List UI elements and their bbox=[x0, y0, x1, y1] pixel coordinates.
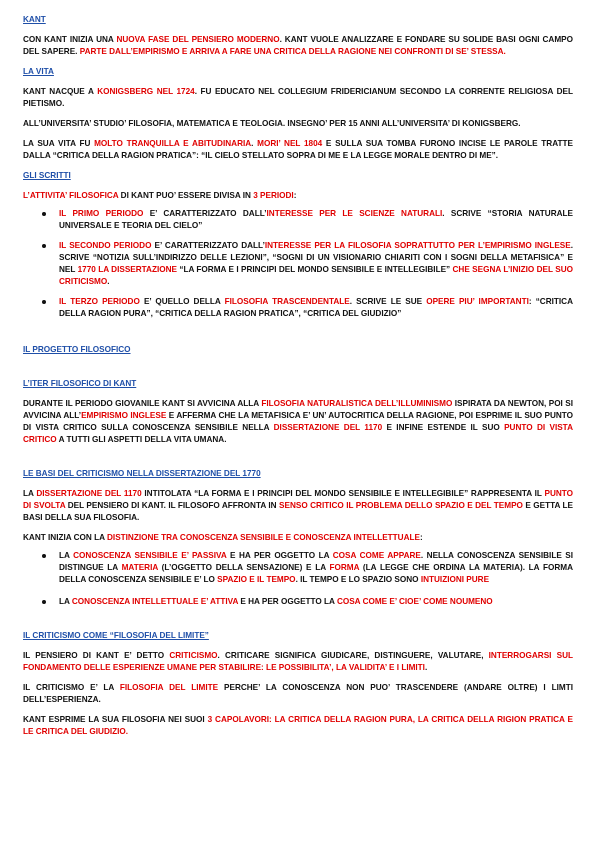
body-text: : bbox=[419, 533, 423, 542]
highlighted-text: INTERROGARSI SUL FONDAMENTO DELLE ESPERIENZE UMANE PER STABILIRE: LE POSSIBILITA’, LA VALIDITA’ E I LIMITI bbox=[23, 651, 573, 672]
highlighted-text: DISTINZIONE TRA CONOSCENZA SENSIBILE E CONOSCENZA INTELLETTUALE bbox=[107, 533, 420, 542]
body-text: . CRITICARE SIGNIFICA GIUDICARE, DISTINGUERE, VALUTARE, bbox=[217, 651, 489, 660]
section-heading-limite: IL CRITICISMO COME “FILOSOFIA DEL LIMITE” bbox=[23, 631, 209, 640]
body-text: LA bbox=[59, 551, 74, 560]
body-text: (LA LEGGE CHE ORDINA LA MATERIA). LA FORMA DELLA CONOSCENZA SENSIBILE E’ LO bbox=[59, 563, 573, 584]
body-text: E HA PER OGGETTO LA bbox=[238, 597, 337, 606]
list-item bbox=[59, 596, 573, 608]
body-text: “LA FORMA E I PRINCIPI DEL MONDO SENSIBILE E INTELLEGIBILE” bbox=[176, 265, 453, 274]
section-heading-kant: KANT bbox=[23, 15, 46, 24]
paragraph bbox=[23, 532, 573, 544]
highlighted-text: FILOSOFIA DEL LIMITE bbox=[119, 683, 219, 692]
highlighted-text: INTERESSE PER LA FILOSOFIA SOPRATTUTTO PER L’EMPIRISMO INGLESE bbox=[264, 241, 571, 250]
body-text: KANT ESPRIME LA SUA FILOSOFIA NEI SUOI bbox=[23, 715, 208, 724]
body-text: DI KANT PUO’ ESSERE DIVISA IN bbox=[118, 191, 254, 200]
body-text: : bbox=[293, 191, 297, 200]
body-text: . bbox=[424, 663, 428, 672]
body-text: . SCRIVE “NOTIZIA SULL’INDIRIZZO DELLE LEZIONI”, “SOGNI DI UN VISIONARIO CHIARITI CON I SOGNI DELLA METAFISICA” E NEL bbox=[59, 241, 574, 274]
body-text: E’ QUELLO DELLA bbox=[139, 297, 225, 306]
highlighted-text: IL PRIMO PERIODO bbox=[59, 209, 144, 218]
body-text: . SCRIVE LE SUE bbox=[349, 297, 427, 306]
body-text: DEL PENSIERO DI KANT. IL FILOSOFO AFFRONTA IN bbox=[65, 501, 280, 510]
document-page bbox=[23, 14, 573, 738]
knowledge-list bbox=[23, 550, 573, 608]
list-item bbox=[59, 550, 573, 586]
paragraph bbox=[23, 118, 573, 130]
body-text: LA SUA VITA FU bbox=[23, 139, 95, 148]
body-text: . SCRIVE “STORIA NATURALE UNIVERSALE E TEORIA DEL CIELO” bbox=[59, 209, 573, 230]
highlighted-text: CONOSCENZA INTELLETTUALE E’ ATTIVA bbox=[71, 597, 239, 606]
highlighted-text: COSA COME APPARE bbox=[332, 551, 421, 560]
body-text: LA bbox=[59, 597, 72, 606]
highlighted-text: IL SECONDO PERIODO bbox=[59, 241, 152, 250]
paragraph bbox=[23, 488, 573, 524]
section-heading-vita: LA VITA bbox=[23, 67, 54, 76]
body-text: KANT NACQUE A bbox=[23, 87, 98, 96]
list-item bbox=[59, 240, 573, 288]
body-text: INTITOLATA “LA FORMA E I PRINCIPI DEL MONDO SENSIBILE E INTELLEGIBILE” RAPPRESENTA IL bbox=[141, 489, 545, 498]
section-heading-iter: L’ITER FILOSOFICO DI KANT bbox=[23, 379, 137, 388]
highlighted-text: NUOVA FASE DEL PENSIERO MODERNO bbox=[116, 35, 280, 44]
body-text: ALL’UNIVERSITA’ STUDIO’ FILOSOFIA, MATEMATICA E TEOLOGIA. INSEGNO’ PER 15 ANNI ALL’UNIVERSITA’ DI KONIGSBERG. bbox=[23, 119, 521, 128]
periods-list bbox=[23, 208, 573, 320]
list-item bbox=[59, 296, 573, 320]
body-text: (L’OGGETTO DELLA SENSAZIONE) E LA bbox=[157, 563, 330, 572]
highlighted-text: DISSERTAZIONE DEL 1170 bbox=[273, 423, 383, 432]
paragraph bbox=[23, 34, 573, 58]
paragraph bbox=[23, 398, 573, 446]
highlighted-text: FILOSOFIA NATURALISTICA DELL’ILLUMINISMO bbox=[261, 399, 453, 408]
highlighted-text: FORMA bbox=[329, 563, 360, 572]
highlighted-text: CONOSCENZA SENSIBILE E’ PASSIVA bbox=[73, 551, 227, 560]
highlighted-text: 1770 LA DISSERTAZIONE bbox=[77, 265, 177, 274]
body-text: CON KANT INIZIA UNA bbox=[23, 35, 117, 44]
body-text: E SULLA SUA TOMBA FURONO INCISE LE PAROLE TRATTE DALLA “CRITICA DELLA RAGION PRATICA”: “IL CIELO STELLATO SOPRA DI ME E LA LEGGE MORALE DENTRO DI ME”. bbox=[23, 139, 573, 160]
highlighted-text: PUNTO DI SVOLTA bbox=[23, 489, 573, 510]
body-text: KANT INIZIA CON LA bbox=[23, 533, 107, 542]
list-item bbox=[59, 208, 573, 232]
body-text: IL CRITICISMO E’ LA bbox=[23, 683, 120, 692]
highlighted-text: SPAZIO E IL TEMPO bbox=[217, 575, 296, 584]
highlighted-text: FILOSOFIA TRASCENDENTALE bbox=[224, 297, 350, 306]
paragraph bbox=[23, 86, 573, 110]
body-text: E AFFERMA CHE LA METAFISICA E’ UN’ AUTOCRITICA DELLA RAGIONE, POI ESPRIME IL SUO PUNTO DI VISTA CRITICO SULLA CONOSCENZA SENSIBILE NELLA bbox=[23, 411, 574, 432]
highlighted-text: MOLTO TRANQUILLA E ABITUDINARIA bbox=[94, 139, 252, 148]
body-text: : “CRITICA DELLA RAGION PURA”, “CRITICA DELLA RAGION PRATICA”, “CRITICA DEL GIUDIZIO” bbox=[59, 297, 573, 318]
body-text: IL PENSIERO DI KANT E’ DETTO bbox=[23, 651, 170, 660]
highlighted-text: DISSERTAZIONE DEL 1170 bbox=[36, 489, 142, 498]
section-heading-scritti: GLI SCRITTI bbox=[23, 171, 71, 180]
highlighted-text: INTERESSE PER LE SCIENZE NATURALI bbox=[266, 209, 443, 218]
body-text: . IL TEMPO E LO SPAZIO SONO bbox=[295, 575, 421, 584]
body-text: E GETTA LE BASI DELLA SUA FILOSOFIA. bbox=[23, 501, 573, 522]
highlighted-text: L’ATTIVITA’ FILOSOFICA bbox=[23, 191, 119, 200]
highlighted-text: PARTE DALL’EMPIRISMO E ARRIVA A FARE UNA CRITICA DELLA RAGIONE NEI CONFRONTI DI SE’ STESSA. bbox=[79, 47, 506, 56]
body-text: DURANTE IL PERIODO GIOVANILE KANT SI AVVICINA ALLA bbox=[23, 399, 262, 408]
highlighted-text: PUNTO DI VISTA CRITICO bbox=[23, 423, 573, 444]
body-text: E HA PER OGGETTO LA bbox=[226, 551, 333, 560]
body-text: E’ CARATTERIZZATO DALL’ bbox=[151, 241, 265, 250]
body-text: PERCHE’ LA CONOSCENZA NON PUO’ TRASCENDERE (ANDARE OLTRE) I LIMTI DELL’ESPERIENZA. bbox=[23, 683, 573, 704]
paragraph bbox=[23, 190, 573, 202]
highlighted-text: INTUIZIONI PURE bbox=[420, 575, 490, 584]
highlighted-text: EMPIRISMO INGLESE bbox=[81, 411, 167, 420]
highlighted-text: KONIGSBERG NEL 1724 bbox=[97, 87, 195, 96]
body-text: . bbox=[107, 277, 110, 286]
highlighted-text: 3 PERIODI bbox=[253, 191, 294, 200]
highlighted-text: CHE SEGNA L’INIZIO DEL SUO CRITICISMO bbox=[59, 265, 573, 286]
highlighted-text: MATERIA bbox=[121, 563, 158, 572]
body-text: . KANT VUOLE ANALIZZARE E FONDARE SU SOLIDE BASI OGNI CAMPO DEL SAPERE. bbox=[23, 35, 573, 56]
body-text: . bbox=[251, 139, 258, 148]
highlighted-text: IL TERZO PERIODO bbox=[59, 297, 140, 306]
highlighted-text: CRITICISMO bbox=[169, 651, 218, 660]
paragraph bbox=[23, 138, 573, 162]
highlighted-text: OPERE PIU’ IMPORTANTI bbox=[426, 297, 529, 306]
highlighted-text: COSA COME E’ CIOE’ COME NOUMENO bbox=[336, 597, 493, 606]
highlighted-text: SENSO CRITICO IL PROBLEMA DELLO SPAZIO E DEL TEMPO bbox=[279, 501, 523, 510]
body-text: E INFINE ESTENDE IL SUO bbox=[382, 423, 505, 432]
highlighted-text: MORI’ NEL 1804 bbox=[257, 139, 323, 148]
body-text: A TUTTI GLI ASPETTI DELLA VITA UMANA. bbox=[56, 435, 227, 444]
body-text: . FU EDUCATO NEL COLLEGIUM FRIDERICIANUM SECONDO LA CORRENTE RELIGIOSA DEL PIETISMO. bbox=[23, 87, 573, 108]
section-heading-basi: LE BASI DEL CRITICISMO NELLA DISSERTAZIONE DEL 1770 bbox=[23, 469, 261, 478]
paragraph bbox=[23, 682, 573, 706]
section-heading-progetto: IL PROGETTO FILOSOFICO bbox=[23, 345, 131, 354]
body-text: LA bbox=[23, 489, 37, 498]
paragraph bbox=[23, 714, 573, 738]
paragraph bbox=[23, 650, 573, 674]
highlighted-text: 3 CAPOLAVORI: LA CRITICA DELLA RAGION PURA, LA CRITICA DELLA RIGION PRATICA E LE CRITICA DEL GIUDIZIO. bbox=[23, 715, 573, 736]
body-text: . NELLA CONOSCENZA SENSIBILE SI DISTINGUE LA bbox=[59, 551, 574, 572]
body-text: ISPIRATA DA NEWTON, POI SI AVVICINA ALL’ bbox=[23, 399, 573, 420]
body-text: E’ CARATTERIZZATO DALL’ bbox=[143, 209, 267, 218]
